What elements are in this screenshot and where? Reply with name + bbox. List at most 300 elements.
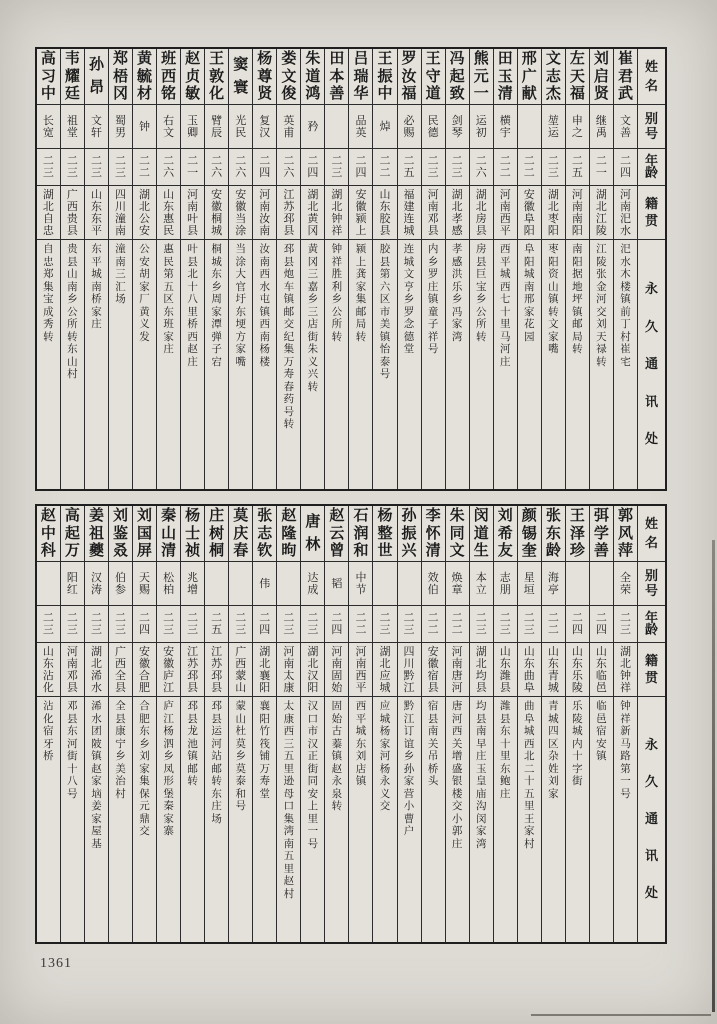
entry-alias: 民 德 — [422, 105, 445, 149]
entry-address: 阜 阳 城 南 邢 家 花 园 — [524, 244, 535, 343]
entry-alias: 祖 堂 — [61, 105, 84, 149]
entry-age: 二 四 — [133, 606, 156, 643]
entry-age: 二 三 — [61, 149, 84, 186]
entry-native-place: 河 南 太 康 — [277, 643, 300, 697]
entry-column-top-4 — [517, 49, 541, 489]
entry-native-place: 安 徽 桐 城 — [205, 186, 228, 240]
entry-native-place: 湖 北 枣 阳 — [542, 186, 565, 240]
entry-name: 朱 同 文 — [446, 506, 469, 562]
entry-column-top-18 — [180, 49, 204, 489]
entry-age: 二 五 — [398, 149, 421, 186]
entry-age: 二 五 — [566, 149, 589, 186]
entry-address: 宿 县 南 关 吊 桥 头 — [427, 701, 439, 787]
entry-native-place: 江 苏 邳 县 — [277, 186, 300, 240]
entry-column-top-16 — [228, 49, 252, 489]
entry-column-bottom-9 — [397, 506, 421, 942]
entry-address: 钟 祥 胜 利 乡 公 所 转 — [331, 244, 343, 343]
entry-alias: 英 甫 — [277, 105, 300, 149]
entry-age: 二 三 — [446, 149, 469, 186]
entry-native-place: 江 苏 邳 县 — [181, 643, 204, 697]
entry-alias: 汉 涛 — [85, 562, 108, 606]
entry-alias: 堃 运 — [542, 105, 565, 149]
entry-name: 冯 起 致 — [446, 49, 469, 105]
entry-alias: 右 文 — [157, 105, 180, 149]
entry-age: 二 五 — [205, 606, 228, 643]
entry-name: 刘 鉴 叒 — [109, 506, 132, 562]
entry-age: 二 三 — [470, 606, 493, 643]
entry-native-place: 山 东 胶 县 — [373, 186, 396, 240]
entry-native-place: 湖 北 房 县 — [470, 186, 493, 240]
entry-name: 李 怀 清 — [422, 506, 445, 562]
entry-alias: 继 禹 — [590, 105, 613, 149]
header-age: 年 龄 — [638, 149, 665, 186]
entry-column-top-22 — [84, 49, 108, 489]
entry-alias: 阳 红 — [61, 562, 84, 606]
entry-name: 熊 元 一 — [470, 49, 493, 105]
entry-address: 乐 陵 城 内 十 字 街 — [572, 701, 583, 787]
entry-age: 二 三 — [109, 606, 132, 643]
entry-column-bottom-8 — [421, 506, 445, 942]
entry-native-place: 江 苏 邳 县 — [205, 643, 228, 697]
entry-native-place: 河 南 西 平 — [494, 186, 517, 240]
entry-alias: 品 英 — [349, 105, 372, 149]
entry-alias — [205, 562, 228, 606]
entry-name: 姜 祖 夔 — [85, 506, 108, 562]
entry-address: 全 县 康 宁 乡 美 治 村 — [115, 701, 126, 800]
entry-name: 孙 昂 — [85, 49, 108, 105]
entry-name: 罗 汝 福 — [398, 49, 421, 105]
entry-address: 南 阳 据 地 坪 镇 邮 局 转 — [572, 244, 583, 355]
entry-name: 弭 学 善 — [590, 506, 613, 562]
entry-address: 临 邑 宿 安 镇 — [596, 701, 607, 762]
entry-alias — [398, 562, 421, 606]
entry-column-top-17 — [204, 49, 228, 489]
entry-column-bottom-17 — [204, 506, 228, 942]
entry-alias — [277, 562, 300, 606]
entry-column-top-11 — [348, 49, 372, 489]
entry-age: 二 六 — [205, 149, 228, 186]
entry-native-place: 湖 北 浠 水 — [85, 643, 108, 697]
entry-column-top-12 — [324, 49, 348, 489]
entry-age: 二 三 — [277, 606, 300, 643]
entry-address: 邳 县 炮 车 镇 邮 交 纪 集 万 寿 春 药 号 转 — [283, 244, 295, 430]
entry-age: 二 四 — [614, 149, 637, 186]
entry-alias — [518, 105, 541, 149]
entry-age: 二 四 — [349, 149, 372, 186]
entry-column-bottom-12 — [324, 506, 348, 942]
entry-age: 二 三 — [373, 606, 396, 643]
entry-name: 杨 士 祯 — [181, 506, 204, 562]
entry-native-place: 河 南 邓 县 — [422, 186, 445, 240]
entry-name: 杨 尊 贤 — [253, 49, 276, 105]
entry-address: 潍 县 东 十 里 东 鲍 庄 — [499, 701, 511, 800]
entry-address: 合 肥 东 乡 刘 家 集 保 元 鼎 交 — [139, 701, 150, 837]
entry-name: 班 西 铭 — [157, 49, 180, 105]
entry-age: 二 二 — [422, 606, 445, 643]
entry-address: 当 涂 大 官 圩 东 埂 方 家 嘴 — [235, 244, 246, 368]
entry-native-place: 安 徽 阜 阳 — [518, 186, 541, 240]
entry-native-place: 广 西 全 县 — [109, 643, 132, 697]
entry-address: 青 城 四 区 杂 姓 刘 家 — [548, 701, 559, 800]
entry-alias — [37, 562, 60, 606]
entry-column-bottom-18 — [180, 506, 204, 942]
entry-age: 二 三 — [542, 149, 565, 186]
entry-name: 王 振 中 — [373, 49, 396, 105]
entry-name: 颜 锡 奎 — [518, 506, 541, 562]
entry-column-bottom-10 — [372, 506, 396, 942]
entry-name: 莫 庆 春 — [229, 506, 252, 562]
entry-age: 二 六 — [157, 149, 180, 186]
entry-name: 邢 广 献 — [518, 49, 541, 105]
entry-address: 曲 阜 城 西 北 二 十 五 里 王 家 村 — [524, 701, 535, 850]
entry-alias — [373, 562, 396, 606]
entry-age: 二 六 — [277, 149, 300, 186]
entry-column-top-7 — [445, 49, 469, 489]
entry-native-place: 山 东 临 邑 — [590, 643, 613, 697]
entry-address: 连 城 文 亨 乡 罗 念 德 堂 — [403, 244, 415, 355]
entry-age: 二 一 — [590, 149, 613, 186]
entry-name: 石 润 和 — [349, 506, 372, 562]
entry-alias: 海 亭 — [542, 562, 565, 606]
entry-column-top-14 — [276, 49, 300, 489]
entry-name: 闵 道 生 — [470, 506, 493, 562]
entry-address: 东 平 城 南 桥 家 庄 — [91, 244, 102, 330]
entry-alias: 本 立 — [470, 562, 493, 606]
entry-address: 固 始 古 蓁 镇 赵 永 泉 转 — [331, 701, 343, 812]
entry-alias: 焯 — [373, 105, 396, 149]
entry-age: 二 三 — [61, 606, 84, 643]
entry-column-top-15 — [252, 49, 276, 489]
directory-table-top — [35, 47, 667, 491]
entry-age: 二 二 — [446, 606, 469, 643]
entry-native-place: 广 西 蒙 山 — [229, 643, 252, 697]
entry-alias: 全 荣 — [614, 562, 637, 606]
header-age: 年 龄 — [638, 606, 665, 643]
entry-column-bottom-16 — [228, 506, 252, 942]
entry-native-place: 山 东 潍 县 — [494, 643, 517, 697]
scan-edge-artifact — [712, 540, 715, 1012]
entry-address: 孝 感 洪 乐 乡 冯 家 湾 — [451, 244, 463, 343]
entry-address: 襄 阳 竹 筏 铺 万 寿 堂 — [259, 701, 271, 800]
entry-age: 二 三 — [37, 606, 60, 643]
entry-age: 二 三 — [325, 149, 348, 186]
entry-native-place: 山 东 乐 陵 — [566, 643, 589, 697]
entry-native-place: 安 徽 合 肥 — [133, 643, 156, 697]
entry-name: 王 泽 珍 — [566, 506, 589, 562]
entry-native-place: 河 南 汝 南 — [253, 186, 276, 240]
header-column — [637, 506, 665, 942]
entry-address: 唐 河 西 关 增 盛 银 楼 交 小 郭 庄 — [451, 701, 463, 850]
header-address: 永 久 通 讯 处 — [644, 281, 658, 447]
entry-age: 二 三 — [85, 149, 108, 186]
entry-age: 二 三 — [422, 149, 445, 186]
entry-age: 二 四 — [590, 606, 613, 643]
entry-name: 庄 树 桐 — [205, 506, 228, 562]
entry-native-place: 湖 北 应 城 — [373, 643, 396, 697]
entry-address: 应 城 杨 家 河 杨 永 义 交 — [379, 701, 391, 812]
entry-column-bottom-19 — [156, 506, 180, 942]
entry-address: 均 县 南 早 庄 玉 皇 庙 沟 闵 家 湾 — [475, 701, 487, 850]
entry-age: 二 四 — [301, 149, 324, 186]
entry-age: 二 二 — [542, 606, 565, 643]
entry-name: 左 天 福 — [566, 49, 589, 105]
entry-age: 二 二 — [133, 149, 156, 186]
header-native: 籍 贯 — [638, 186, 665, 240]
entry-name: 田 本 善 — [325, 49, 348, 105]
entry-column-bottom-0 — [613, 506, 637, 942]
entry-address: 黄 冈 三 嘉 乡 三 店 街 朱 义 兴 转 — [307, 244, 319, 393]
entry-address: 胶 县 第 六 区 市 美 镇 怡 泰 号 — [379, 244, 391, 380]
entry-age: 二 六 — [229, 149, 252, 186]
entry-address: 公 安 胡 家 厂 黄 义 发 — [139, 244, 150, 343]
entry-alias: 松 柏 — [157, 562, 180, 606]
entry-native-place: 四 川 黔 江 — [398, 643, 421, 697]
entry-name: 高 起 万 — [61, 506, 84, 562]
entry-address: 沾 化 宿 牙 桥 — [43, 701, 54, 762]
entry-native-place: 山 东 曲 阜 — [518, 643, 541, 697]
entry-address: 邳 县 运 河 站 邮 转 东 庄 场 — [211, 701, 222, 825]
entry-native-place: 河 南 叶 县 — [181, 186, 204, 240]
entry-native-place: 湖 北 钟 祥 — [614, 643, 637, 697]
entry-name: 赵 贞 敏 — [181, 49, 204, 105]
entry-address: 房 县 巨 宝 乡 公 所 转 — [475, 244, 487, 343]
entry-name: 田 玉 清 — [494, 49, 517, 105]
entry-native-place: 河 南 汜 水 — [614, 186, 637, 240]
entry-address: 汜 水 木 楼 镇 前 丁 村 崔 宅 — [620, 244, 631, 368]
entry-alias: 申 之 — [566, 105, 589, 149]
entry-alias: 志 朋 — [494, 562, 517, 606]
entry-column-top-5 — [493, 49, 517, 489]
entry-age: 二 二 — [373, 149, 396, 186]
entry-alias: 剑 琴 — [446, 105, 469, 149]
entry-column-top-2 — [565, 49, 589, 489]
entry-column-bottom-24 — [37, 506, 60, 942]
entry-column-top-20 — [132, 49, 156, 489]
entry-column-top-6 — [469, 49, 493, 489]
entry-name: 杨 整 世 — [373, 506, 396, 562]
scan-edge-artifact — [531, 1014, 711, 1016]
header-alias: 别 号 — [638, 105, 665, 149]
entry-address: 庐 江 杨 泗 乡 凤 形 堡 秦 家 寨 — [163, 701, 174, 837]
entry-address: 潼 南 三 汇 场 — [115, 244, 126, 305]
entry-alias: 天 赐 — [133, 562, 156, 606]
entry-native-place: 山 东 青 城 — [542, 643, 565, 697]
entry-age: 二 四 — [325, 606, 348, 643]
entry-name: 赵 云 曾 — [325, 506, 348, 562]
entry-native-place: 山 东 惠 民 — [157, 186, 180, 240]
entry-age: 二 二 — [518, 149, 541, 186]
entry-name: 黄 毓 材 — [133, 49, 156, 105]
entry-column-top-9 — [397, 49, 421, 489]
entry-address: 邳 县 龙 池 镇 邮 转 — [187, 701, 198, 787]
entry-column-top-24 — [37, 49, 60, 489]
entry-column-top-10 — [372, 49, 396, 489]
entry-name: 刘 启 贤 — [590, 49, 613, 105]
entry-age: 二 四 — [253, 606, 276, 643]
entry-column-top-8 — [421, 49, 445, 489]
entry-name: 刘 国 屏 — [133, 506, 156, 562]
entry-address: 桐 城 东 乡 周 家 潭 弹 子 宕 — [211, 244, 222, 368]
entry-native-place: 湖 北 孝 感 — [446, 186, 469, 240]
entry-column-bottom-7 — [445, 506, 469, 942]
entry-alias: 玉 卿 — [181, 105, 204, 149]
entry-name: 娄 文 俊 — [277, 49, 300, 105]
entry-address: 贵 县 山 南 乡 公 所 转 东 山 村 — [67, 244, 78, 380]
entry-address: 自 忠 郑 集 宝 成 秀 转 — [43, 244, 54, 343]
entry-native-place: 河 南 南 阳 — [566, 186, 589, 240]
entry-column-bottom-15 — [252, 506, 276, 942]
entry-alias: 伟 — [253, 562, 276, 606]
entry-column-bottom-21 — [108, 506, 132, 942]
entry-native-place: 广 西 贵 县 — [61, 186, 84, 240]
header-column — [637, 49, 665, 489]
header-name: 姓 名 — [638, 49, 665, 105]
entry-column-bottom-4 — [517, 506, 541, 942]
entry-address: 浠 水 团 陂 镇 赵 家 垴 姜 家 屋 基 — [91, 701, 102, 850]
entry-native-place: 安 徽 宿 县 — [422, 643, 445, 697]
entry-name: 唐 林 — [301, 506, 324, 562]
entry-alias: 焕 章 — [446, 562, 469, 606]
entry-address: 汝 南 西 水 屯 镇 西 南 杨 楼 — [259, 244, 271, 368]
entry-native-place: 河 南 西 平 — [349, 643, 372, 697]
entry-alias: 星 垣 — [518, 562, 541, 606]
entry-native-place: 湖 北 自 忠 — [37, 186, 60, 240]
entry-column-bottom-1 — [589, 506, 613, 942]
entry-alias: 钟 — [133, 105, 156, 149]
entry-name: 刘 希 友 — [494, 506, 517, 562]
entry-name: 孙 振 兴 — [398, 506, 421, 562]
entry-age: 二 三 — [229, 606, 252, 643]
entry-address: 钟 祥 新 马 路 第 一 号 — [620, 701, 631, 800]
entry-name: 张 志 钦 — [253, 506, 276, 562]
entry-native-place: 湖 北 江 陵 — [590, 186, 613, 240]
entry-column-top-1 — [589, 49, 613, 489]
page-number: 1361 — [40, 956, 72, 971]
entry-address: 枣 阳 资 山 镇 转 文 家 嘴 — [548, 244, 559, 355]
entry-native-place: 河 南 固 始 — [325, 643, 348, 697]
entry-address: 惠 民 第 五 区 东 班 家 庄 — [163, 244, 174, 355]
entry-name: 郭 风 萍 — [614, 506, 637, 562]
entry-address: 西 平 城 西 七 十 里 马 河 庄 — [499, 244, 511, 368]
entry-age: 二 三 — [109, 149, 132, 186]
entry-native-place: 山 东 东 平 — [85, 186, 108, 240]
entry-alias — [229, 562, 252, 606]
entry-name: 王 敦 化 — [205, 49, 228, 105]
entry-age: 二 三 — [157, 606, 180, 643]
entry-column-top-21 — [108, 49, 132, 489]
entry-native-place: 湖 北 黄 冈 — [301, 186, 324, 240]
entry-column-top-23 — [60, 49, 84, 489]
entry-name: 高 习 中 — [37, 49, 60, 105]
entry-column-bottom-3 — [541, 506, 565, 942]
entry-column-top-3 — [541, 49, 565, 489]
entry-native-place: 湖 北 汉 阳 — [301, 643, 324, 697]
entry-alias: 光 民 — [229, 105, 252, 149]
entry-alias: 横 宇 — [494, 105, 517, 149]
entry-alias — [590, 562, 613, 606]
entry-name: 文 志 杰 — [542, 49, 565, 105]
entry-native-place: 山 东 沾 化 — [37, 643, 60, 697]
entry-alias: 臂 辰 — [205, 105, 228, 149]
entry-name: 赵 隆 昫 — [277, 506, 300, 562]
entry-alias: 运 初 — [470, 105, 493, 149]
entry-alias: 韬 — [325, 562, 348, 606]
entry-native-place: 湖 北 均 县 — [470, 643, 493, 697]
entry-alias: 文 善 — [614, 105, 637, 149]
entry-alias: 中 节 — [349, 562, 372, 606]
entry-name: 窦 寰 — [229, 49, 252, 105]
entry-alias: 兆 增 — [181, 562, 204, 606]
entry-alias: 必 赐 — [398, 105, 421, 149]
header-name: 姓 名 — [638, 506, 665, 562]
entry-column-bottom-22 — [84, 506, 108, 942]
entry-native-place: 安 徽 庐 江 — [157, 643, 180, 697]
entry-age: 二 一 — [181, 149, 204, 186]
entry-name: 秦 山 清 — [157, 506, 180, 562]
entry-name: 赵 中 科 — [37, 506, 60, 562]
entry-column-bottom-20 — [132, 506, 156, 942]
entry-alias: 达 成 — [301, 562, 324, 606]
entry-native-place: 四 川 潼 南 — [109, 186, 132, 240]
entry-age: 二 三 — [85, 606, 108, 643]
entry-age: 二 四 — [253, 149, 276, 186]
entry-native-place: 安 徽 颍 上 — [349, 186, 372, 240]
entry-alias: 效 伯 — [422, 562, 445, 606]
entry-age: 二 四 — [566, 606, 589, 643]
entry-name: 韦 耀 廷 — [61, 49, 84, 105]
entry-column-bottom-13 — [300, 506, 324, 942]
entry-column-bottom-23 — [60, 506, 84, 942]
entry-column-top-19 — [156, 49, 180, 489]
entry-age: 二 三 — [181, 606, 204, 643]
entry-age: 二 六 — [470, 149, 493, 186]
entry-address: 内 乡 罗 庄 镇 童 子 祥 号 — [427, 244, 439, 355]
header-alias: 别 号 — [638, 562, 665, 606]
entry-age: 二 三 — [301, 606, 324, 643]
entry-address: 蒙 山 杜 莫 乡 莫 泰 和 号 — [235, 701, 246, 812]
entry-address: 汉 口 市 汉 正 街 同 安 上 里 一 号 — [307, 701, 319, 850]
entry-alias: 伯 参 — [109, 562, 132, 606]
entry-column-bottom-14 — [276, 506, 300, 942]
entry-name: 吕 瑞 华 — [349, 49, 372, 105]
entry-alias: 文 轩 — [85, 105, 108, 149]
entry-native-place: 安 徽 当 涂 — [229, 186, 252, 240]
entry-column-bottom-2 — [565, 506, 589, 942]
entry-column-top-0 — [613, 49, 637, 489]
entry-alias — [566, 562, 589, 606]
entry-native-place: 湖 北 襄 阳 — [253, 643, 276, 697]
entry-alias: 复 汉 — [253, 105, 276, 149]
entry-column-bottom-11 — [348, 506, 372, 942]
entry-address: 邓 县 东 河 街 十 八 号 — [67, 701, 78, 800]
entry-name: 张 东 龄 — [542, 506, 565, 562]
entry-native-place: 河 南 邓 县 — [61, 643, 84, 697]
entry-address: 江 陵 张 金 河 交 刘 天 禄 转 — [596, 244, 607, 368]
entry-age: 二 三 — [614, 606, 637, 643]
entry-age: 二 三 — [494, 606, 517, 643]
entry-native-place: 湖 北 公 安 — [133, 186, 156, 240]
entry-address: 叶 县 北 十 八 里 桥 西 赵 庄 — [187, 244, 198, 368]
entry-address: 黔 江 订 谊 乡 孙 家 营 小 曹 户 — [403, 701, 415, 837]
header-address: 永 久 通 讯 处 — [644, 737, 658, 901]
header-native: 籍 贯 — [638, 643, 665, 697]
entry-alias: 蜀 男 — [109, 105, 132, 149]
entry-native-place: 湖 北 钟 祥 — [325, 186, 348, 240]
entry-alias — [325, 105, 348, 149]
entry-column-bottom-5 — [493, 506, 517, 942]
entry-age: 二 二 — [494, 149, 517, 186]
entry-age: 二 三 — [37, 149, 60, 186]
